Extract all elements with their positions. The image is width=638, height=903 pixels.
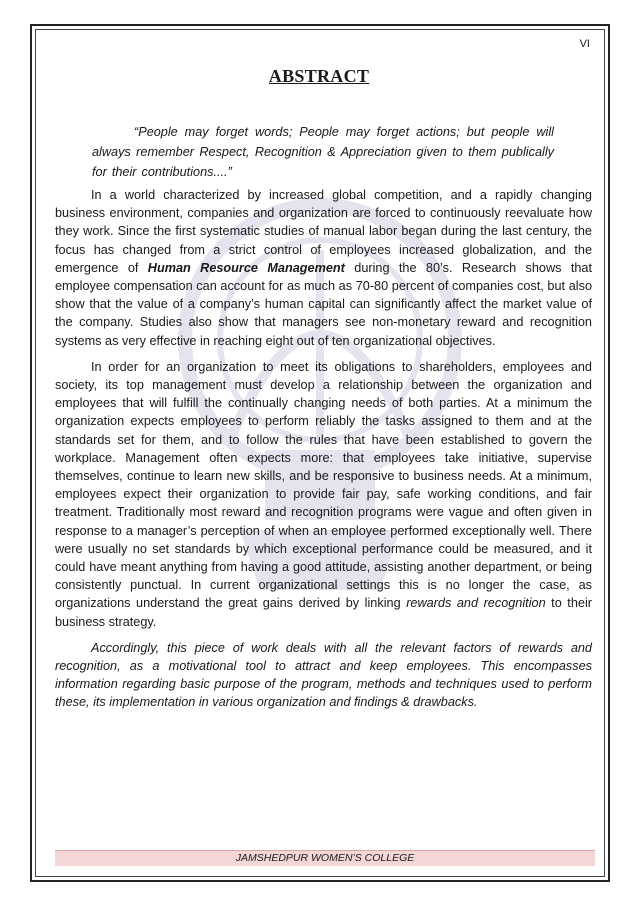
paragraph-2-text-b: to their business strategy. [55,596,592,629]
footer-college-name: JAMSHEDPUR WOMEN’S COLLEGE [55,850,595,866]
page-title: ABSTRACT [268,66,370,86]
bold-term-hrm: Human Resource Management [147,260,345,275]
page-number: VI [579,38,590,50]
paragraph-1 [55,186,592,350]
paragraph-2-text-a: In order for an organization to meet its obligations to shareholders, employees and society, its top management must develop a relationship between the organization and employees that will fulfill the continually changing needs of both parties. At a minimum the organization expects employees to perform reliably the tasks assigned to them and at the standards set for them, and to follow the rules that have been established to govern the workplace. Management often expects more: that employees take initiative, supervise themselves, continue to learn new skills, and be responsive to business needs. At a minimum, employees expect their organization to provide fair pay, safe working conditions, and fair treatment. Traditionally most reward and recognition programs were vague and often given in response to a manager’s perception of when an employee performed exceptionally well. There were usually no set standards by which exceptional performance could be measured, and it could have meant anything from having a good attitude, assisting another department, or being consistently punctual. In current organizational settings this is no longer the case, as organizations understand the great gains derived by linking [55,359,592,611]
quote-text: “People may forget words; People may forget actions; but people will always remember Respect, Recognition & Appreciation given to them publically for their contributions....” [92,125,554,179]
epigraph-quote [92,122,554,182]
abstract-body [55,186,592,720]
italic-term-rewards: rewards and recognition [406,596,546,611]
paragraph-2 [55,358,592,631]
paragraph-1-text-a: In a world characterized by increased global competition, and a rapidly changing business environment, companies and organization are forced to continuously reevaluate how they work. Since the first systematic studies of manual labor began during the last century, the focus has changed from a strict control of employees increased globalization, and the emergence of [55,188,592,275]
paragraph-1-text-b: during the 80’s. Research shows that employee compensation can account for as much as 70-80 percent of companies cost, but also show that the value of a company’s human capital can significantly affect the market value of the company. Studies also show that managers see non-monetary reward and recognition systems as very effective in reaching eight out of ten organizational objectives. [55,260,592,348]
paragraph-3: Accordingly, this piece of work deals with all the relevant factors of rewards and recognition, as a motivational tool to attract and keep employees. This encompasses information regarding basic purpose of the program, methods and techniques used to perform these, its implementation in various organization and findings & drawbacks. [55,640,592,710]
